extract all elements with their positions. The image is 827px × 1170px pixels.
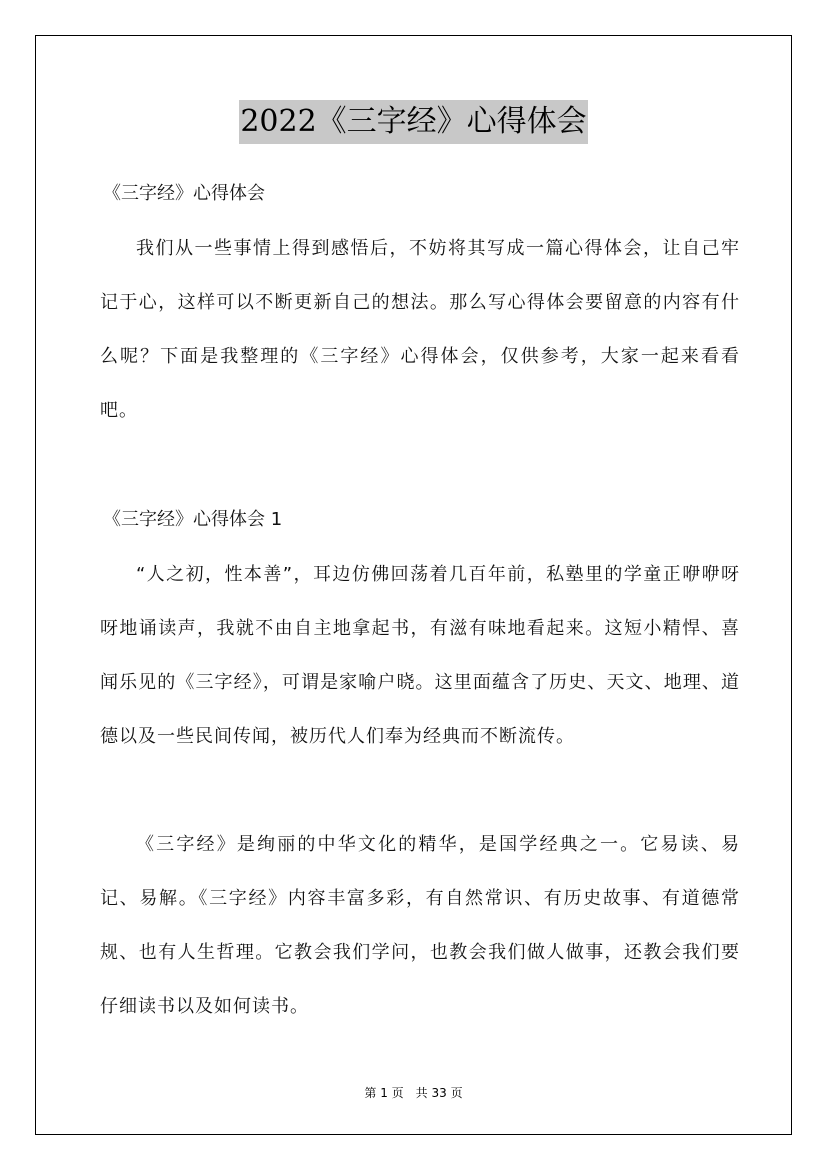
intro-heading: 《三字经》心得体会 bbox=[103, 183, 265, 204]
title-wrap bbox=[0, 100, 827, 144]
section1-paragraph-1: “人之初，性本善”，耳边仿佛回荡着几百年前，私塾里的学童正咿咿呀呀地诵读声，我就不由自主地拿起书，有滋有味地看起来。这短小精悍、喜闻乐见的《三字经》，可谓是家喻户晓。这里面蕴含了历史、天文、地理、道德以及一些民间传闻，被历代人们奉为经典而不断流传。 bbox=[100, 564, 740, 747]
page-footer: 第 1 页 共 33 页 bbox=[364, 1086, 463, 1100]
section1-paragraph-2: 《三字经》是绚丽的中华文化的精华，是国学经典之一。它易读、易记、易解。《三字经》内容丰富多彩，有自然常识、有历史故事、有道德常规、也有人生哲理。它教会我们学问，也教会我们做人做事，还教会我们要仔细读书以及如何读书。 bbox=[100, 834, 740, 1017]
section1-heading: 《三字经》心得体会 1 bbox=[103, 509, 283, 530]
intro-paragraph: 我们从一些事情上得到感悟后，不妨将其写成一篇心得体会，让自己牢记于心，这样可以不断更新自己的想法。那么写心得体会要留意的内容有什么呢？下面是我整理的《三字经》心得体会，仅供参考，大家一起来看看吧。 bbox=[100, 238, 740, 421]
document-title: 2022《三字经》心得体会 bbox=[239, 100, 587, 144]
